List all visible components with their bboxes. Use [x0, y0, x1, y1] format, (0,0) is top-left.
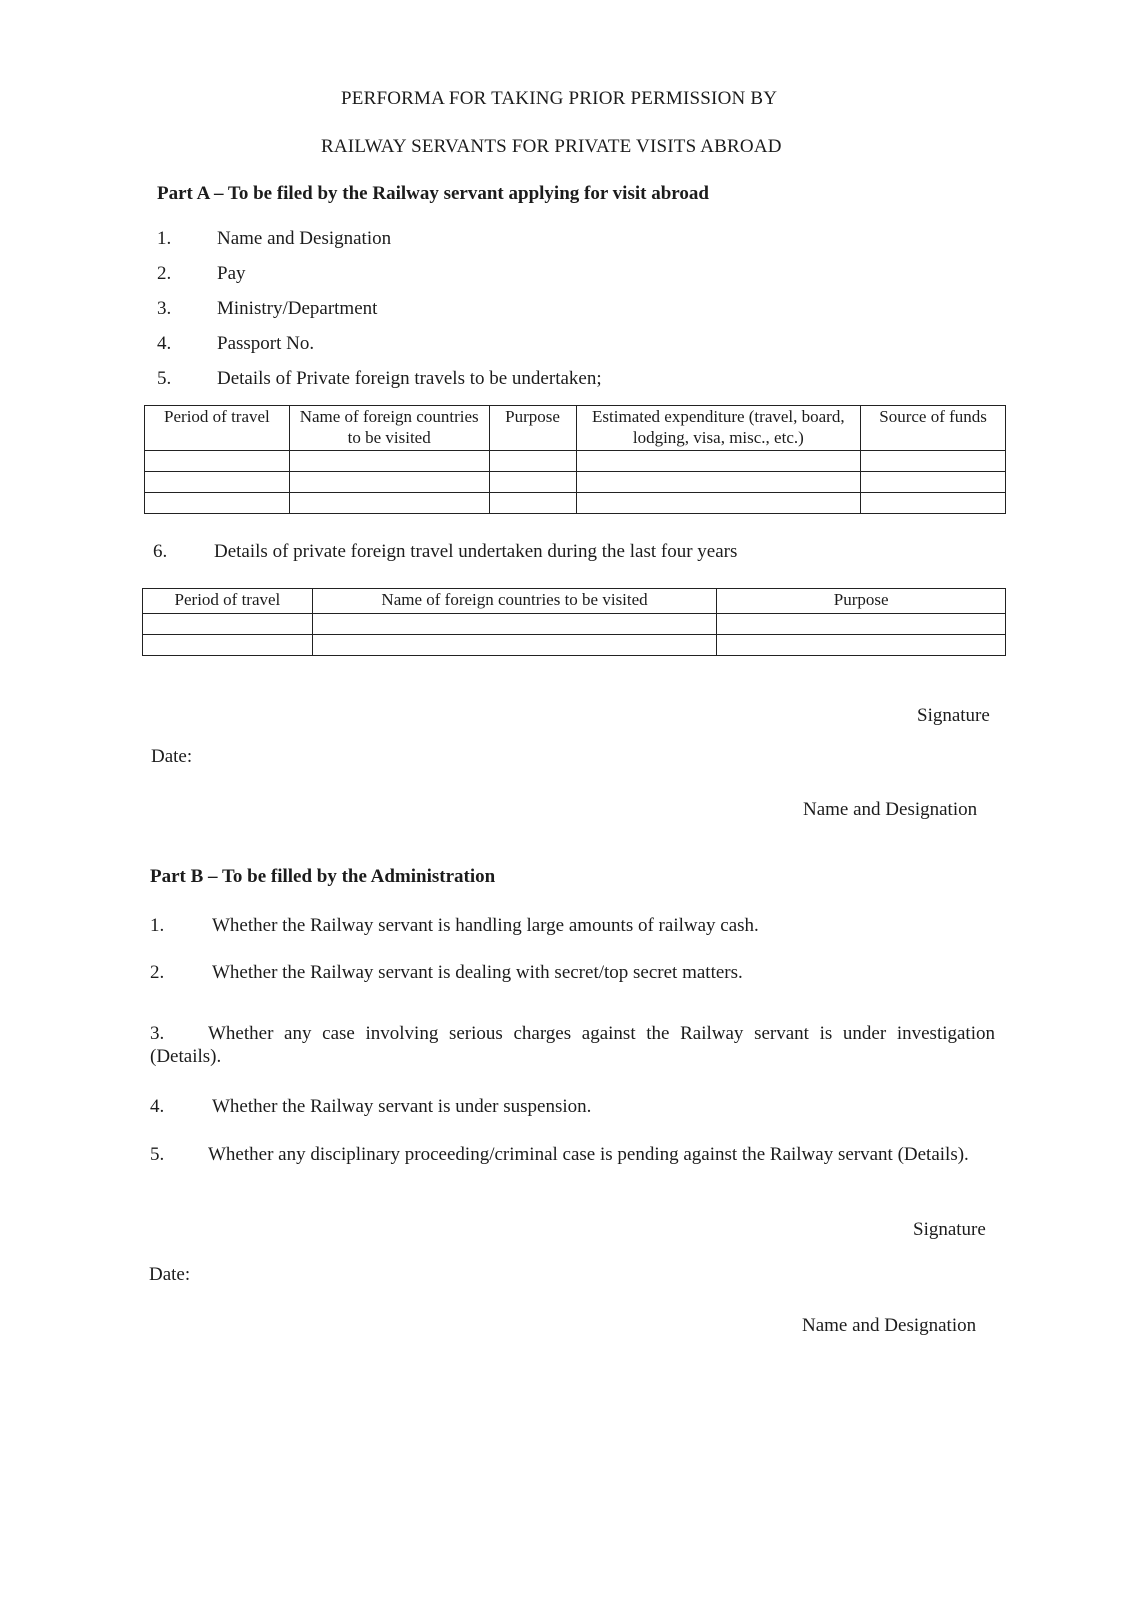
table-row: [145, 451, 1006, 472]
planned-travel-header-row: [145, 406, 1006, 451]
part-b-signature-label: Signature: [913, 1219, 986, 1240]
table-cell[interactable]: [861, 451, 1006, 472]
table-cell[interactable]: [576, 493, 861, 514]
part-a-item-2-number: 2.: [157, 263, 172, 284]
table-row: [143, 614, 1006, 635]
part-a-item-5-text: Details of Private foreign travels to be undertaken;: [217, 368, 602, 389]
part-b-item-3: [150, 1022, 995, 1068]
part-b-item-3-text: Whether any case involving serious charges against the Railway servant is under investigation (Details).: [150, 1023, 995, 1067]
part-a-item-5-number: 5.: [157, 368, 172, 389]
part-b-item-4-number: 4.: [150, 1096, 165, 1117]
title-line-2: RAILWAY SERVANTS FOR PRIVATE VISITS ABROAD: [321, 136, 782, 157]
table-cell[interactable]: [143, 614, 313, 635]
table-row: [145, 472, 1006, 493]
header-period-of-travel: Period of travel: [145, 406, 290, 451]
part-b-heading: Part B – To be filled by the Administration: [150, 866, 496, 887]
part-a-name-designation-label: Name and Designation: [803, 799, 978, 820]
header-source-of-funds: Source of funds: [861, 406, 1006, 451]
table-cell[interactable]: [861, 493, 1006, 514]
table-cell[interactable]: [289, 493, 489, 514]
table-cell[interactable]: [289, 472, 489, 493]
header-purpose: Purpose: [489, 406, 576, 451]
part-b-item-5-text: Whether any disciplinary proceeding/criminal case is pending against the Railway servant (Details).: [208, 1144, 969, 1165]
part-a-signature-label: Signature: [917, 705, 990, 726]
past-travel-table: [142, 588, 1006, 656]
part-a-item-1-number: 1.: [157, 228, 172, 249]
title-line-1: PERFORMA FOR TAKING PRIOR PERMISSION BY: [341, 88, 778, 109]
header-countries: Name of foreign countries to be visited: [289, 406, 489, 451]
part-b-item-4-text: Whether the Railway servant is under suspension.: [212, 1096, 592, 1117]
part-b-item-3-number: 3.: [150, 1023, 165, 1044]
part-a-heading: Part A – To be filed by the Railway servant applying for visit abroad: [157, 183, 709, 204]
table-cell[interactable]: [576, 451, 861, 472]
header-countries: Name of foreign countries to be visited: [312, 589, 717, 614]
table-cell[interactable]: [489, 493, 576, 514]
table-cell[interactable]: [145, 451, 290, 472]
part-a-item-4-number: 4.: [157, 333, 172, 354]
part-a-item-3-number: 3.: [157, 298, 172, 319]
header-purpose: Purpose: [717, 589, 1006, 614]
table-cell[interactable]: [312, 635, 717, 656]
table-cell[interactable]: [861, 472, 1006, 493]
table-cell[interactable]: [489, 451, 576, 472]
table-cell[interactable]: [145, 472, 290, 493]
part-b-item-1-text: Whether the Railway servant is handling large amounts of railway cash.: [212, 915, 759, 936]
table-cell[interactable]: [717, 614, 1006, 635]
past-travel-header-row: [143, 589, 1006, 614]
table-cell[interactable]: [489, 472, 576, 493]
table-cell[interactable]: [143, 635, 313, 656]
part-b-item-1-number: 1.: [150, 915, 165, 936]
part-a-item-6-number: 6.: [153, 541, 168, 562]
part-a-item-2-text: Pay: [217, 263, 246, 284]
header-estimated-expenditure: Estimated expenditure (travel, board, lodging, visa, misc., etc.): [576, 406, 861, 451]
part-a-item-6-text: Details of private foreign travel undertaken during the last four years: [214, 541, 738, 562]
table-row: [143, 635, 1006, 656]
header-period-of-travel: Period of travel: [143, 589, 313, 614]
planned-travel-table: [144, 405, 1006, 514]
table-cell[interactable]: [576, 472, 861, 493]
table-row: [145, 493, 1006, 514]
part-b-name-designation-label: Name and Designation: [802, 1315, 977, 1336]
part-b-item-5-number: 5.: [150, 1144, 165, 1165]
table-cell[interactable]: [145, 493, 290, 514]
part-b-item-2-number: 2.: [150, 962, 165, 983]
part-b-date-label: Date:: [149, 1264, 191, 1285]
table-cell[interactable]: [289, 451, 489, 472]
part-b-item-5: [150, 1143, 995, 1166]
table-cell[interactable]: [717, 635, 1006, 656]
part-a-item-1-text: Name and Designation: [217, 228, 392, 249]
part-a-date-label: Date:: [151, 746, 193, 767]
part-b-item-2-text: Whether the Railway servant is dealing with secret/top secret matters.: [212, 962, 743, 983]
part-a-item-4-text: Passport No.: [217, 333, 315, 354]
part-a-item-3-text: Ministry/Department: [217, 298, 378, 319]
table-cell[interactable]: [312, 614, 717, 635]
